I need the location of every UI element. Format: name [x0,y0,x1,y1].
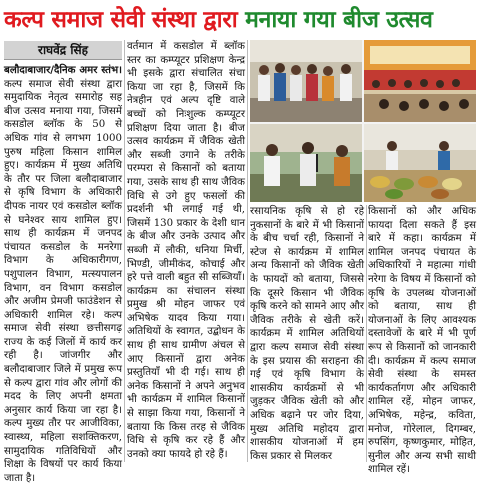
photo-collage [250,40,476,202]
article-paragraph: रसायनिक कृषि से हो रहे नुकसानों के बारे में भी किसानों के बीच चर्चा रही, किसानों ने स्टेज से कार्यक्रम में शामिल अन्य किसानों को जैविक खेती के फायदों को बताया, जिससे कि दूसरे किसान भी जैविक कृषि करने को सामने आए और जैविक तरीके से खेती करें। कार्यक्रम में शामिल अतिथियों द्वारा कल्प समाज सेवी संस्था के इस प्रयास की सराहना की गई एवं कृषि विभाग के शासकीय कार्यक्रमों से भी जुड़कर जैविक खेती को और अधिक बढ़ाने पर जोर दिया, मुख्य अतिथि महोदय द्वारा शासकीय योजनाओं में हम किस प्रकार से मिलकर [250,206,364,462]
article-paragraph [4,64,122,485]
column-divider [124,40,125,462]
article-column-4 [368,205,476,476]
headline [4,2,476,38]
article-column-2 [127,40,245,462]
photo-stage-audience [364,40,476,122]
headline-red-part: कल्प समाज सेवी संस्था द्वारा [4,7,238,33]
article-paragraph: किसानों को और अधिक फायदा दिला सकते हैं इस बारे में कहा। कार्यक्रम में शामिल जनपद पंचायत के अधिकारियों ने महात्मा गांधी नरेगा के विषय में किसानों को कृषि के उपलब्ध योजनाओं को बताया, साथ ही योजनाओं के लिए आवश्यक दस्तावेजों के बारे में भी पूर्ण रूप से किसानों को जानकारी दी। कार्यक्रम में कल्प समाज सेवी संस्था के समस्त कार्यकर्तागण और अधिकारी शामिल रहें, मोहन जाफर, अभिषेक, महेन्द्र, कविता, मनोज, गोरेलाल, दिगम्बर, रुपसिंग, कृष्णकुमार, मोहित, सुनील और अन्य सभी साथी शामिल रहें। [368,206,476,476]
headline-green-part: मनाया गया बीज उत्सव [245,7,433,33]
column-divider [247,40,248,462]
photo-crop-exhibition [364,124,476,202]
dateline: बलौदाबाजार/दैनिक अमर स्तंभ। [4,64,122,76]
photo-guests-standing [250,40,362,122]
byline: राघवेंद्र सिंह [4,41,122,60]
photo-speaker-mic [250,124,362,202]
article-column-1 [4,64,122,484]
article-paragraph: वर्तमान में कसडोल में ब्लॉक स्तर का कम्प्यूटर प्रशिक्षण केन्द्र भी इसके द्वारा संचालित संचा किया जा रहा है, जिसमें कि नेत्रहीन एवं अल्प दृष्टि वाले बच्चों को निःशुल्क कम्प्यूटर प्रशिक्षण दिया जाता है। बीज उत्सव कार्यक्रम में जैविक खेती और सब्जी उगाने के तरीके परम्परा से किसानों को बताया गया, उसके साथ ही साथ जैविक विधि से उगे हुए फसलों की प्रदर्शनी भी लगाई गई थी, जिसमें 130 प्रकार के देशी धान के बीज और उनके उत्पाद और सब्जी में लौकी, धनिया मिर्ची, भिण्डी, जीमीकंद, कोचाई और हरे पत्ते वाली बहुत सी सब्जियाँ। कार्यक्रम का संचालन संस्था प्रमुख श्री मोहन जाफर एवं अभिषेक यादव किया गया। अतिथियों के स्वागत, उद्बोधन के साथ ही साथ ग्रामीण अंचल से आए किसानों द्वारा अनेक प्रस्तुतियाँ भी दी गई। साथ ही अनेक किसानों ने अपने अनुभव भी कार्यक्रम में शामिल किसानों से साझा किया गया, किसानों ने बताया कि किस तरह से जैविक विधि से कृषि कर रहे हैं और उनको क्या फायदे हो रहे हैं। [127,41,245,460]
article-text: कल्प समाज सेवी संस्था द्वारा समुदायिक नेतृत्व समारोह सह बीज उत्सव मनाया गया, जिसमें कसडोल ब्लॉक के 50 से अधिक गांव से लगभग 1000 पुरुष महिला किसान शामिल हुए। कार्यक्रम में मुख्य अतिथि के तौर पर जिला बलौदाबाजार से कृषि विभाग के अधिकारी दीपक नायर एवं कसडोल ब्लॉक से घनेश्वर साय शामिल हुए। साथ ही कार्यक्रम में जनपद पंचायत कसडोल के मनरेगा विभाग के अधिकारीगण, पशुपालन विभाग, मत्स्यपालन विभाग, वन विभाग कसडोल और अजीम प्रेमजी फाउंडेशन से अधिकारी शामिल रहे। कल्प समाज सेवी संस्था छत्तीसगढ़ राज्य के कई जिलों में कार्य कर रही है। जांजगीर और बलौदाबाजार जिले में प्रमुख रूप से कल्प द्वारा गांव और लोगों की मदद के लिए अपनी क्षमता अनुसार कार्य किया जा रहा है। कल्प मुख्य तौर पर आजीविका, स्वास्थ्य, महिला सशक्तिकरण, सामुदायिक गतिविधियों और शिक्षा के विषयों पर कार्य किया जाता है। [4,78,122,484]
column-divider [366,205,367,462]
article-column-3 [250,205,364,462]
